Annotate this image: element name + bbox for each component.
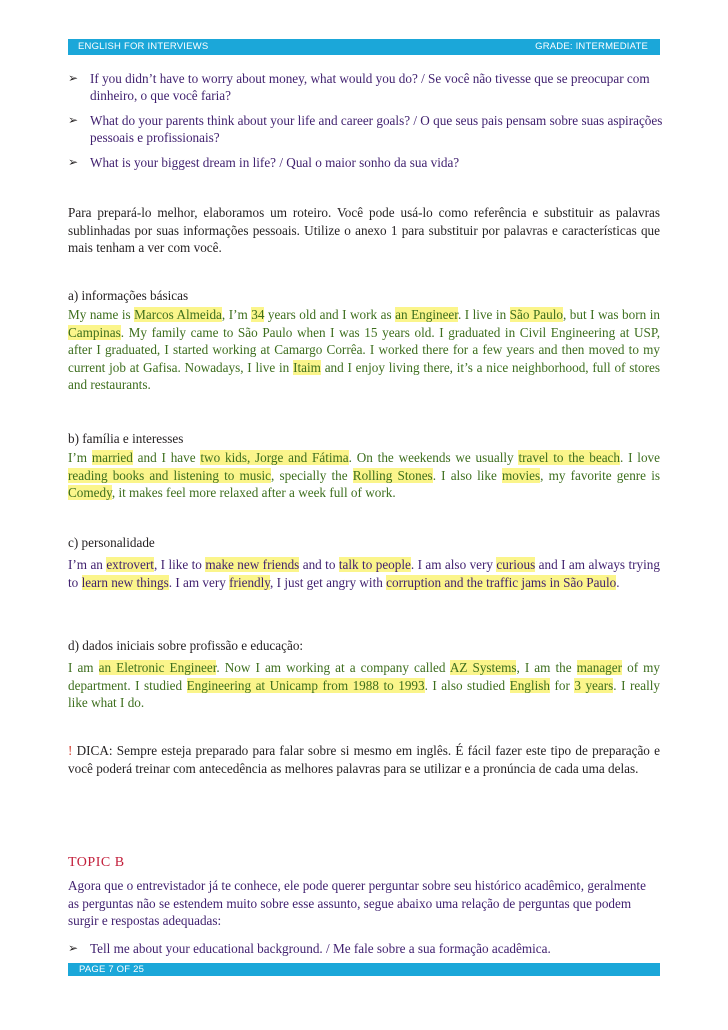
highlighted-field: Campinas (68, 324, 121, 340)
answer-text: , I like to (153, 557, 206, 572)
header-grade: GRADE: INTERMEDIATE (535, 41, 648, 52)
answer-text: I am (68, 660, 99, 675)
arrow-bullet-icon: ➢ (68, 113, 79, 127)
arrow-bullet-icon: ➢ (68, 155, 79, 169)
question-text: If you didn’t have to worry about money, what would you do? / Se você não tivesse que se preocupar com dinheiro, o que você faria? (90, 71, 650, 103)
highlighted-field: manager (576, 660, 623, 675)
answer-text: and I am always trying to (68, 557, 660, 590)
intro-paragraph: Para prepará-lo melhor, elaboramos um roteiro. Você pode usá-lo como referência e substituir as palavras sublinhadas por suas informações pessoais. Utilize o anexo 1 para substituir por palavras e características que mais tenham a ver com você. (68, 205, 660, 256)
answer-paragraph-a (68, 306, 660, 394)
highlighted-field: married (91, 450, 133, 465)
answer-text: . I also like (432, 467, 503, 483)
highlighted-field: Itaim (293, 359, 321, 375)
highlighted-field: 34 (251, 307, 265, 322)
highlighted-field: an Eletronic Engineer (98, 660, 217, 675)
highlighted-field: movies (502, 467, 541, 483)
highlighted-field: talk to people (338, 557, 411, 572)
highlighted-field: Engineering at Unicamp from 1988 to 1993 (186, 677, 425, 693)
highlighted-field: Comedy (68, 485, 112, 501)
answer-text: My name is (68, 307, 135, 322)
answer-text: I’m an (68, 557, 107, 572)
question-text: What do your parents think about your life and career goals? / O que seus pais pensam sobre suas aspirações pessoais e profissionais? (90, 113, 663, 145)
highlighted-field: Marcos Almeida (134, 307, 222, 322)
highlighted-field: an Engineer (395, 307, 458, 322)
answer-text: . On the weekends we usually (348, 450, 519, 465)
highlighted-field: extrovert (106, 557, 154, 572)
question-text: What is your biggest dream in life? / Qual o maior sonho da sua vida? (90, 155, 460, 170)
answer-paragraph-c (68, 556, 660, 591)
header-course-title: ENGLISH FOR INTERVIEWS (78, 41, 209, 52)
answer-text: , I just get angry with (270, 574, 387, 590)
highlighted-field: AZ Systems (449, 660, 517, 675)
highlighted-field: travel to the beach (518, 450, 620, 465)
answer-text: of my department. I studied (68, 660, 660, 693)
topic-b-heading: TOPIC B (68, 855, 125, 870)
answer-text: , my favorite genre is (540, 467, 660, 483)
answer-text: for (549, 677, 575, 693)
highlighted-field: curious (496, 557, 536, 572)
answer-text: , it makes feel more relaxed after a week full of work. (111, 485, 396, 501)
answer-text: . I also studied (424, 677, 510, 693)
arrow-bullet-icon: ➢ (68, 941, 79, 955)
answer-text: I’m (68, 450, 92, 465)
highlighted-field: English (509, 677, 550, 693)
highlighted-field: corruption and the traffic jams in São Paulo (386, 574, 617, 590)
answer-paragraph-d (68, 659, 660, 712)
highlighted-field: make new friends (205, 557, 300, 572)
page-footer (68, 963, 660, 976)
page-header (68, 39, 660, 55)
answer-text: . (616, 574, 620, 590)
tip-paragraph (68, 742, 660, 777)
highlighted-field: 3 years (574, 677, 614, 693)
section-title-b: b) família e interesses (68, 431, 184, 446)
arrow-bullet-icon: ➢ (68, 71, 79, 85)
answer-text: . I am also very (410, 557, 497, 572)
answer-text: . I am very (168, 574, 230, 590)
tip-text: DICA: Sempre esteja preparado para falar sobre si mesmo em inglês. É fácil fazer este tipo de preparação e você poderá treinar com antecedência as melhores palavras para se utilizar e a pronúncia de cada uma delas. (68, 743, 660, 776)
answer-text: and to (299, 557, 339, 572)
page-number: PAGE 7 OF 25 (79, 964, 145, 975)
answer-text: . Now I am working at a company called (216, 660, 450, 675)
exclamation-icon: ! (68, 743, 73, 758)
section-title-c: c) personalidade (68, 535, 155, 550)
answer-text: . I really like what I do. (68, 677, 660, 711)
answer-text: . My family came to São Paulo when I was 15 years old. I graduated in Civil Engineering at USP, after I graduated, I started working at Camargo Corrêa. I worked there for a few years and then moved to my current job at Gafisa. Nowadays, I live in (68, 324, 660, 375)
question-text: Tell me about your educational background. / Me fale sobre a sua formação acadêmica. (90, 941, 551, 956)
highlighted-field: friendly (229, 574, 271, 590)
highlighted-field: two kids, Jorge and Fátima (200, 450, 349, 465)
answer-text: years old and I work as (264, 307, 396, 322)
section-title-a: a) informações básicas (68, 288, 189, 303)
answer-text: . I live in (457, 307, 510, 322)
answer-text: and I have (132, 450, 201, 465)
highlighted-field: reading books and listening to music (68, 467, 272, 483)
topic-b-intro: Agora que o entrevistador já te conhece, ele pode querer perguntar sobre seu histórico acadêmico, geralmente as perguntas não se estendem muito sobre esse assunto, segue abaixo uma relação de perguntas que podem surgir e respostas adequadas: (68, 878, 646, 929)
section-title-d: d) dados iniciais sobre profissão e educação: (68, 638, 304, 653)
answer-text: , I’m (221, 307, 252, 322)
answer-text: and I enjoy living there, it’s a nice neighborhood, full of stores and restaurants. (68, 359, 660, 393)
answer-paragraph-b (68, 449, 660, 502)
highlighted-field: learn new things (81, 574, 169, 590)
answer-text: , I am the (516, 660, 577, 675)
answer-text: . I love (620, 450, 660, 465)
answer-text: , specially the (271, 467, 353, 483)
answer-text: , but I was born in (563, 307, 660, 322)
highlighted-field: São Paulo (509, 307, 563, 322)
highlighted-field: Rolling Stones (352, 467, 433, 483)
